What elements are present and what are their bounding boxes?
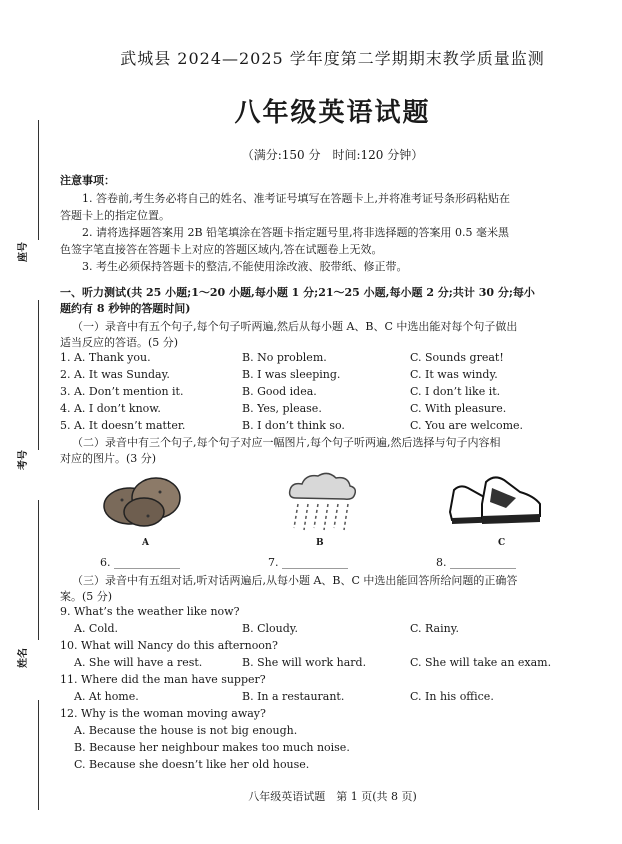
notice-line: 2. 请将选择题答案用 2B 铅笔填涂在答题卡指定题号里,将非选择题的答案用 0.5 毫米黑 — [82, 226, 510, 239]
part2-instruction: （二）录音中有三个句子,每个句子对应一幅图片,每个句子听两遍,然后选择与句子内容相 — [72, 436, 501, 449]
picture-label-a: A — [142, 538, 149, 548]
q10-a: A. She will have a rest. — [74, 656, 203, 669]
q12-b: B. Because her neighbour makes too much noise. — [74, 741, 350, 754]
part3-instruction: （三）录音中有五组对话,听对话两遍后,从每小题 A、B、C 中选出能回答所给问题的正确答 — [72, 574, 518, 587]
q2-c: C. It was windy. — [410, 368, 498, 381]
q2-a: 2. A. It was Sunday. — [60, 368, 170, 381]
binding-margin — [0, 0, 48, 844]
q9-question: 9. What’s the weather like now? — [60, 605, 240, 618]
q1-a: 1. A. Thank you. — [60, 351, 151, 364]
notice-line: 答题卡上的指定位置。 — [60, 209, 170, 222]
margin-line — [38, 500, 39, 640]
part1-instruction: （一）录音中有五个句子,每个句子听两遍,然后从每小题 A、B、C 中选出能对每个句子做出 — [72, 320, 518, 333]
sneakers-image — [446, 468, 546, 530]
q11-question: 11. Where did the man have supper? — [60, 673, 266, 686]
part1-instruction-cont: 适当反应的答语。(5 分) — [60, 336, 179, 349]
notice-line: 1. 答卷前,考生务必将自己的姓名、准考证号填写在答题卡上,并将准考证号条形码粘贴在 — [82, 192, 510, 205]
q12-c: C. Because she doesn’t like her old house. — [74, 758, 310, 771]
q12-question: 12. Why is the woman moving away? — [60, 707, 266, 720]
margin-line — [38, 120, 39, 240]
answer-blank-7[interactable]: 7. ____________ — [268, 556, 348, 569]
score-time: （满分:150 分 时间:120 分钟） — [241, 148, 424, 162]
q5-a: 5. A. It doesn’t matter. — [60, 419, 186, 432]
q5-b: B. I don’t think so. — [242, 419, 345, 432]
q9-a: A. Cold. — [74, 622, 119, 635]
q3-a: 3. A. Don’t mention it. — [60, 385, 184, 398]
q10-question: 10. What will Nancy do this afternoon? — [60, 639, 278, 652]
part3-instruction-cont: 案。(5 分) — [60, 590, 113, 603]
seat-label: 座号 — [18, 242, 29, 262]
picture-label-b: B — [316, 538, 324, 548]
q2-b: B. I was sleeping. — [242, 368, 341, 381]
page-title: 八年级英语试题 — [234, 98, 431, 128]
exam-page — [60, 0, 605, 844]
section-heading: 一、听力测试(共 25 小题;1～20 小题,每小题 1 分;21～25 小题,每小题 2 分;共计 30 分;每小 — [60, 286, 535, 299]
q9-c: C. Rainy. — [410, 622, 459, 635]
q11-c: C. In his office. — [410, 690, 494, 703]
q1-b: B. No problem. — [242, 351, 327, 364]
q12-a: A. Because the house is not big enough. — [74, 724, 298, 737]
q1-c: C. Sounds great! — [410, 351, 504, 364]
q11-b: B. In a restaurant. — [242, 690, 345, 703]
answer-blank-8[interactable]: 8. ____________ — [436, 556, 516, 569]
name-label: 姓名 — [18, 648, 29, 668]
margin-line — [38, 300, 39, 450]
q3-b: B. Good idea. — [242, 385, 317, 398]
part2-instruction-cont: 对应的图片。(3 分) — [60, 452, 157, 465]
q5-c: C. You are welcome. — [410, 419, 524, 432]
q10-b: B. She will work hard. — [242, 656, 367, 669]
q4-b: B. Yes, please. — [242, 402, 322, 415]
notice-heading: 注意事项： — [60, 174, 115, 187]
margin-line — [38, 700, 39, 810]
q10-c: C. She will take an exam. — [410, 656, 552, 669]
notice-line: 3. 考生必须保持答题卡的整洁,不能使用涂改液、胶带纸、修正带。 — [82, 260, 408, 273]
q9-b: B. Cloudy. — [242, 622, 299, 635]
q4-a: 4. A. I don’t know. — [60, 402, 161, 415]
exam-header: 武城县 2024—2025 学年度第二学期期末教学质量监测 — [120, 49, 545, 68]
section-heading-cont: 题约有 8 秒钟的答题时间) — [60, 302, 191, 315]
answer-blank-6[interactable]: 6. ____________ — [100, 556, 180, 569]
q3-c: C. I don’t like it. — [410, 385, 501, 398]
notice-line: 色签字笔直接答在答题卡上对应的答题区域内,答在试题卷上无效。 — [60, 243, 383, 256]
potatoes-image — [100, 468, 190, 530]
page-footer: 八年级英语试题 第 1 页(共 8 页) — [248, 790, 417, 803]
exam-number-label: 考号 — [18, 450, 29, 470]
picture-label-c: C — [498, 538, 506, 548]
rain-cloud-image — [282, 468, 362, 534]
q4-c: C. With pleasure. — [410, 402, 507, 415]
q11-a: A. At home. — [74, 690, 139, 703]
